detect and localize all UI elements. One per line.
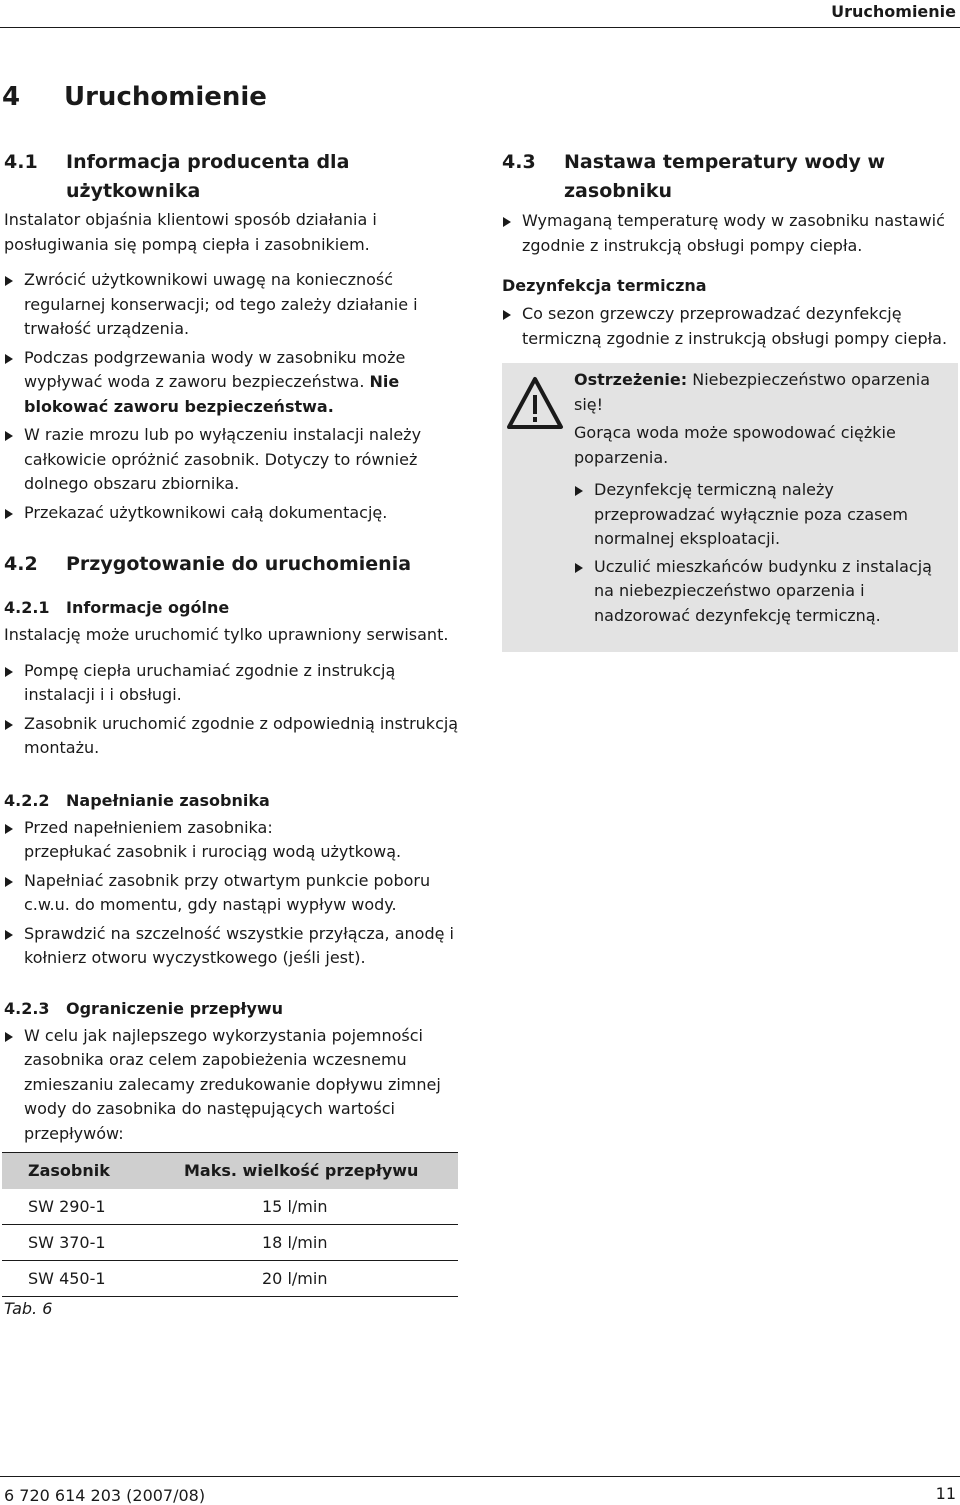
warning-triangle-icon <box>506 375 564 431</box>
chapter-title: Uruchomienie <box>64 82 267 112</box>
section-heading-4-3: 4.3 Nastawa temperatury wody w zasobniku <box>502 151 886 202</box>
header-divider <box>0 27 960 28</box>
footer-divider <box>0 1476 960 1477</box>
list-item: Uczulić mieszkańców budynku z instalacją na niebezpieczeństwo oparzenia i nadzorować dezynfekcję termiczną. <box>574 555 950 629</box>
table-cell: SW 290-1 <box>2 1189 162 1225</box>
list-item: Podczas podgrzewania wody w zasobniku może wypływać woda z zaworu bezpieczeństwa. Nie blokować zaworu bezpieczeństwa. <box>4 346 459 420</box>
list-item: Pompę ciepła uruchamiać zgodnie z instrukcją instalacji i i obsługi. <box>4 659 459 708</box>
subsection-heading-4-2-3: 4.2.3 Ograniczenie przepływu <box>4 998 284 1018</box>
list-item: W celu jak najlepszego wykorzystania pojemności zasobnika oraz celem zapobieżenia wczesnemu zmieszaniu zalecamy zredukowanie dopływu zimnej wody do zasobnika do następujących wartości przepływów: <box>4 1024 459 1147</box>
list-item: Przekazać użytkownikowi całą dokumentację. <box>4 501 459 526</box>
section-4-1-intro: Instalator objaśnia klientowi sposób działania i posługiwania się pompą ciepła i zasobnikiem. <box>4 210 377 254</box>
warning-label: Ostrzeżenie: <box>574 370 688 389</box>
table-cell: SW 450-1 <box>2 1261 162 1297</box>
running-header-title: Uruchomienie <box>831 2 956 21</box>
table-header-cell: Zasobnik <box>2 1153 162 1189</box>
list-item: W razie mrozu lub po wyłączeniu instalacji należy całkowicie opróżnić zasobnik. Dotyczy to również dolnego obszaru zbiornika. <box>4 423 459 497</box>
list-item: Zasobnik uruchomić zgodnie z odpowiednią instrukcją montażu. <box>4 712 459 761</box>
subsection-heading-4-2-2: 4.2.2 Napełnianie zasobnika <box>4 790 270 810</box>
subheading-thermal-disinfection: Dezynfekcja termiczna <box>502 276 707 295</box>
thermal-disinfection-list <box>502 302 958 351</box>
safety-valve-warning: Nie blokować zaworu bezpieczeństwa. <box>24 372 400 416</box>
right-column <box>502 148 958 652</box>
table-row <box>2 1225 458 1261</box>
page-number: 11 <box>935 1484 956 1503</box>
table-header-cell: Maks. wielkość przepływu <box>162 1153 458 1189</box>
list-item: Co sezon grzewczy przeprowadzać dezynfekcję termiczną zgodnie z instrukcją obsługi pompy ciepła. <box>502 302 958 351</box>
section-heading-4-2: 4.2 Przygotowanie do uruchomienia <box>4 553 412 575</box>
warning-list <box>574 478 950 628</box>
list-item: Zwrócić użytkownikowi uwagę na konieczność regularnej konserwacji; od tego zależy działanie i trwałość urządzenia. <box>4 268 459 342</box>
subsection-4-2-3-list <box>4 1024 459 1147</box>
section-4-1-list <box>4 268 459 525</box>
warning-detail: Gorąca woda może spowodować ciężkie poparzenia. <box>574 423 896 467</box>
subsection-4-2-1-list <box>4 659 459 761</box>
list-item: Wymaganą temperaturę wody w zasobniku nastawić zgodnie z instrukcją obsługi pompy ciepła. <box>502 209 958 258</box>
subsection-4-2-1-intro: Instalację może uruchomić tylko uprawniony serwisant. <box>4 625 449 644</box>
chapter-number: 4 <box>2 82 21 112</box>
left-column <box>4 148 459 1318</box>
table-cell: 18 l/min <box>162 1225 458 1261</box>
section-heading-4-1: 4.1 Informacja producenta dla użytkownika <box>4 151 350 202</box>
section-4-3-list <box>502 209 958 258</box>
list-item: Dezynfekcję termiczną należy przeprowadzać wyłącznie poza czasem normalnej eksploatacji. <box>574 478 950 552</box>
table-cell: 20 l/min <box>162 1261 458 1297</box>
list-item: Napełniać zasobnik przy otwartym punkcie poboru c.w.u. do momentu, gdy nastąpi wypływ wody. <box>4 869 459 918</box>
document-code: 6 720 614 203 (2007/08) <box>4 1486 206 1505</box>
subsection-4-2-2-list <box>4 816 459 971</box>
table-caption: Tab. 6 <box>4 1299 53 1318</box>
table-row <box>2 1189 458 1225</box>
flow-limit-table <box>2 1152 458 1297</box>
table-row <box>2 1261 458 1297</box>
list-item: Sprawdzić na szczelność wszystkie przyłącza, anodę i kołnierz otworu wyczystkowego (jeśli jest). <box>4 922 459 971</box>
chapter-heading <box>2 82 267 112</box>
list-item: Przed napełnieniem zasobnika: przepłukać zasobnik i rurociąg wodą użytkową. <box>4 816 459 865</box>
warning-box <box>502 363 958 652</box>
table-header-row <box>2 1153 458 1189</box>
subsection-heading-4-2-1: 4.2.1 Informacje ogólne <box>4 598 230 617</box>
table-cell: SW 370-1 <box>2 1225 162 1261</box>
warning-text: Ostrzeżenie: Niebezpieczeństwo oparzenia się! <box>574 370 931 414</box>
table-cell: 15 l/min <box>162 1189 458 1225</box>
